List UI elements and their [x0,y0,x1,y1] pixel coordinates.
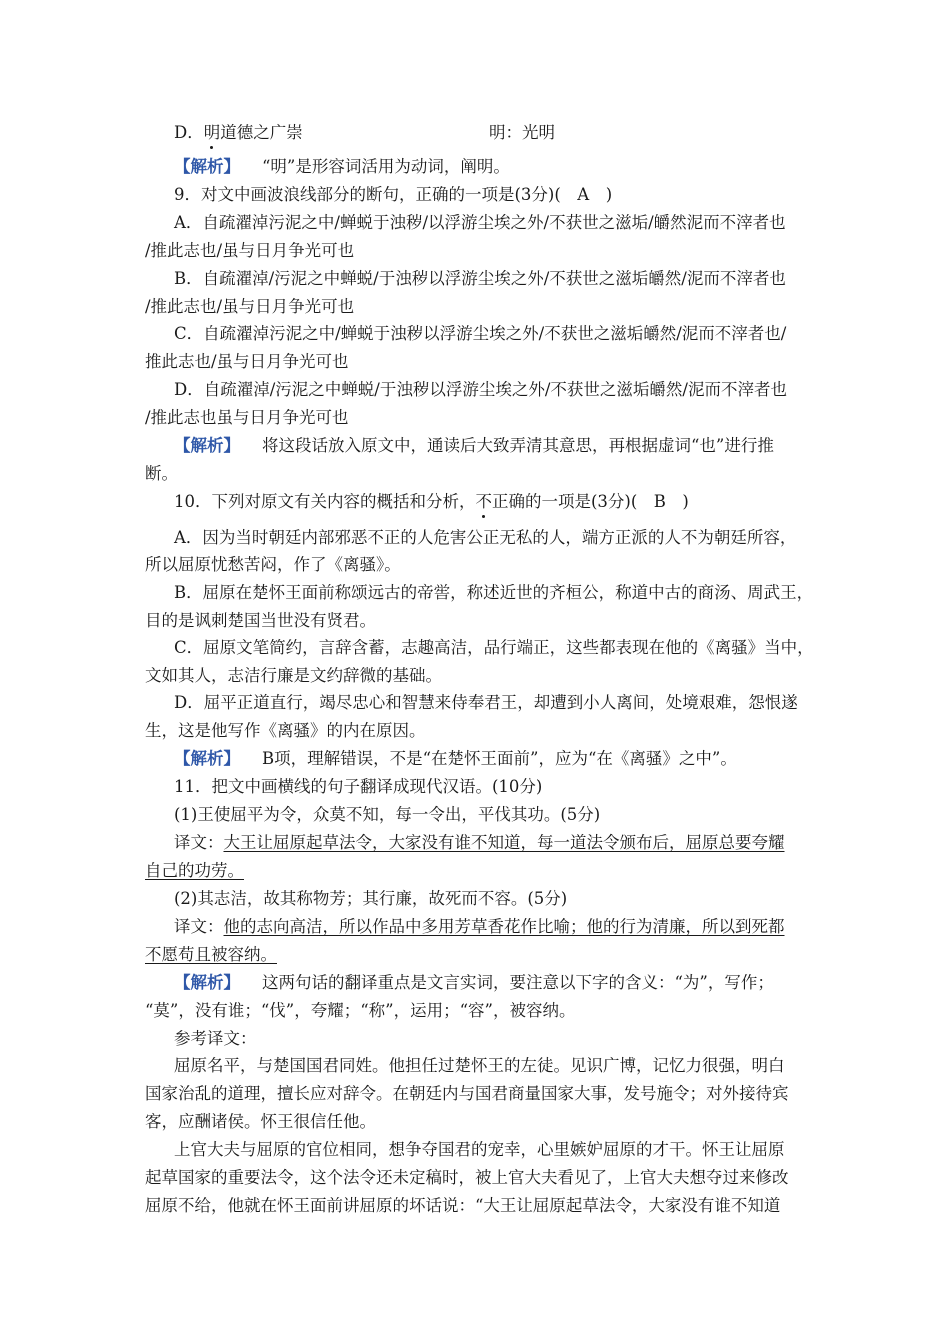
q11-translation-1 [174,832,785,854]
reference-title: 参考译文： [174,1029,257,1048]
option-text: 道德之广崇 [220,123,303,142]
reference-paragraph-1-cont: 客，应酬诸侯。怀王很信任他。 [145,1112,376,1131]
analysis-text: 这两句话的翻译重点是文言实词，要注意以下字的含义：“为”，写作； [262,973,774,992]
option-label: D． [174,123,204,142]
q10-option-a-cont: 所以屈原忧愁苦闷，作了《离骚》。 [145,555,401,574]
q11-sentence-2: (2)其志洁，故其称物芳；其行廉，故死而不容。(5分) [174,889,568,908]
q9-analysis-cont: 断。 [145,464,178,483]
analysis-text: B项，理解错误，不是“在楚怀王面前”，应为“在《离骚》之中”。 [262,749,737,768]
translation-label: 译文： [174,833,224,852]
q8-analysis [174,156,510,178]
q9-option-a-cont: /推此志也/虽与日月争光可也 [145,241,355,260]
q11-stem: 11．把文中画横线的句子翻译成现代汉语。(10分) [174,777,543,796]
q9-option-d: D．自疏濯淖/污泥之中蝉蜕/于浊秽以浮游尘埃之外/不获世之滋垢皭然/泥而不滓者也 [174,380,787,399]
emphasis-dot-char: 不 [475,492,492,511]
reference-paragraph-1-cont: 国家治乱的道理，擅长应对辞令。在朝廷内与国君商量国家大事，发号施令；对外接待宾 [145,1084,789,1103]
q11-translation-2 [174,916,785,938]
analysis-tag: 【解析】 [174,436,240,455]
q9-option-b: B．自疏濯淖/污泥之中蝉蜕/于浊秽以浮游尘埃之外/不获世之滋垢皭然/泥而不滓者也 [174,269,786,288]
q9-option-c-cont: 推此志也/虽与日月争光可也 [145,352,349,371]
q10-option-d: D．屈平正道直行，竭尽忠心和智慧来侍奉君王，却遭到小人离间，处境艰难，怨恨遂 [174,693,798,712]
reference-paragraph-2-cont: 屈原不给，他就在怀王面前讲屈原的坏话说：“大王让屈原起草法令，大家没有谁不知道 [145,1196,781,1215]
q11-translation-1-cont: 自己的功劳。 [145,861,244,880]
q10-option-c-cont: 文如其人，志洁行廉是文约辞微的基础。 [145,666,442,685]
q10-option-a: A．因为当时朝廷内部邪恶不正的人危害公正无私的人，端方正派的人不为朝廷所容， [174,528,797,547]
stem-text: 10．下列对原文有关内容的概括和分析， [174,492,476,511]
q9-option-d-cont: /推此志也虽与日月争光可也 [145,408,349,427]
reference-paragraph-2-cont: 起草国家的重要法令，这个法令还未定稿时，被上官大夫看见了，上官大夫想夺过来修改 [145,1168,789,1187]
q9-analysis [174,435,774,457]
analysis-tag: 【解析】 [174,749,240,768]
q11-translation-2-cont: 不愿苟且被容纳。 [145,945,277,964]
reference-paragraph-1: 屈原名平，与楚国国君同姓。他担任过楚怀王的左徒。见识广博，记忆力很强，明白 [174,1056,785,1075]
analysis-tag: 【解析】 [174,157,240,176]
analysis-text: 将这段话放入原文中，通读后大致弄清其意思，再根据虚词“也”进行推 [262,436,774,455]
emphasis-dot-char: 明 [203,123,221,142]
stem-text: 正确的一项是(3分)( B ) [492,492,689,511]
q10-analysis [174,748,737,770]
q10-option-d-cont: 生，这是他写作《离骚》的内在原因。 [145,721,426,740]
q11-analysis-cont: “莫”，没有谁；“伐”，夸耀；“称”，运用；“容”，被容纳。 [145,1001,576,1020]
q10-option-b-cont: 目的是讽刺楚国当世没有贤君。 [145,611,376,630]
q9-stem: 9．对文中画波浪线部分的断句，正确的一项是(3分)( A ) [174,185,613,204]
q10-option-b: B．屈原在楚怀王面前称颂远古的帝喾，称述近世的齐桓公，称道中古的商汤、周武王， [174,583,814,602]
q11-analysis [174,972,774,994]
analysis-text: “明”是形容词活用为动词，阐明。 [262,157,510,176]
q9-option-b-cont: /推此志也/虽与日月争光可也 [145,297,355,316]
translation-text: 他的志向高洁，所以作品中多用芳草香花作比喻；他的行为清廉，所以到死都 [223,917,785,936]
translation-text: 大王让屈原起草法令，大家没有谁不知道，每一道法令颁布后，屈原总要夸耀 [223,833,785,852]
translation-label: 译文： [174,917,224,936]
q8-option-d [174,122,303,144]
q9-option-a: A．自疏濯淖污泥之中/蝉蜕于浊秽/以浮游尘埃之外/不获世之滋垢/皭然泥而不滓者也 [174,213,786,232]
reference-paragraph-2: 上官大夫与屈原的官位相同，想争夺国君的宠幸，心里嫉妒屈原的才干。怀王让屈原 [174,1140,785,1159]
analysis-tag: 【解析】 [174,973,240,992]
q10-stem [174,491,689,513]
q10-option-c: C．屈原文笔简约，言辞含蓄，志趣高洁，品行端正，这些都表现在他的《离骚》当中， [174,638,814,657]
q11-sentence-1: (1)王使屈平为令，众莫不知，每一令出，平伐其功。(5分) [174,805,601,824]
q8-option-d-gloss: 明：光明 [489,123,555,142]
q9-option-c: C．自疏濯淖污泥之中/蝉蜕于浊秽以浮游尘埃之外/不获世之滋垢皭然/泥而不滓者也/ [174,324,787,343]
